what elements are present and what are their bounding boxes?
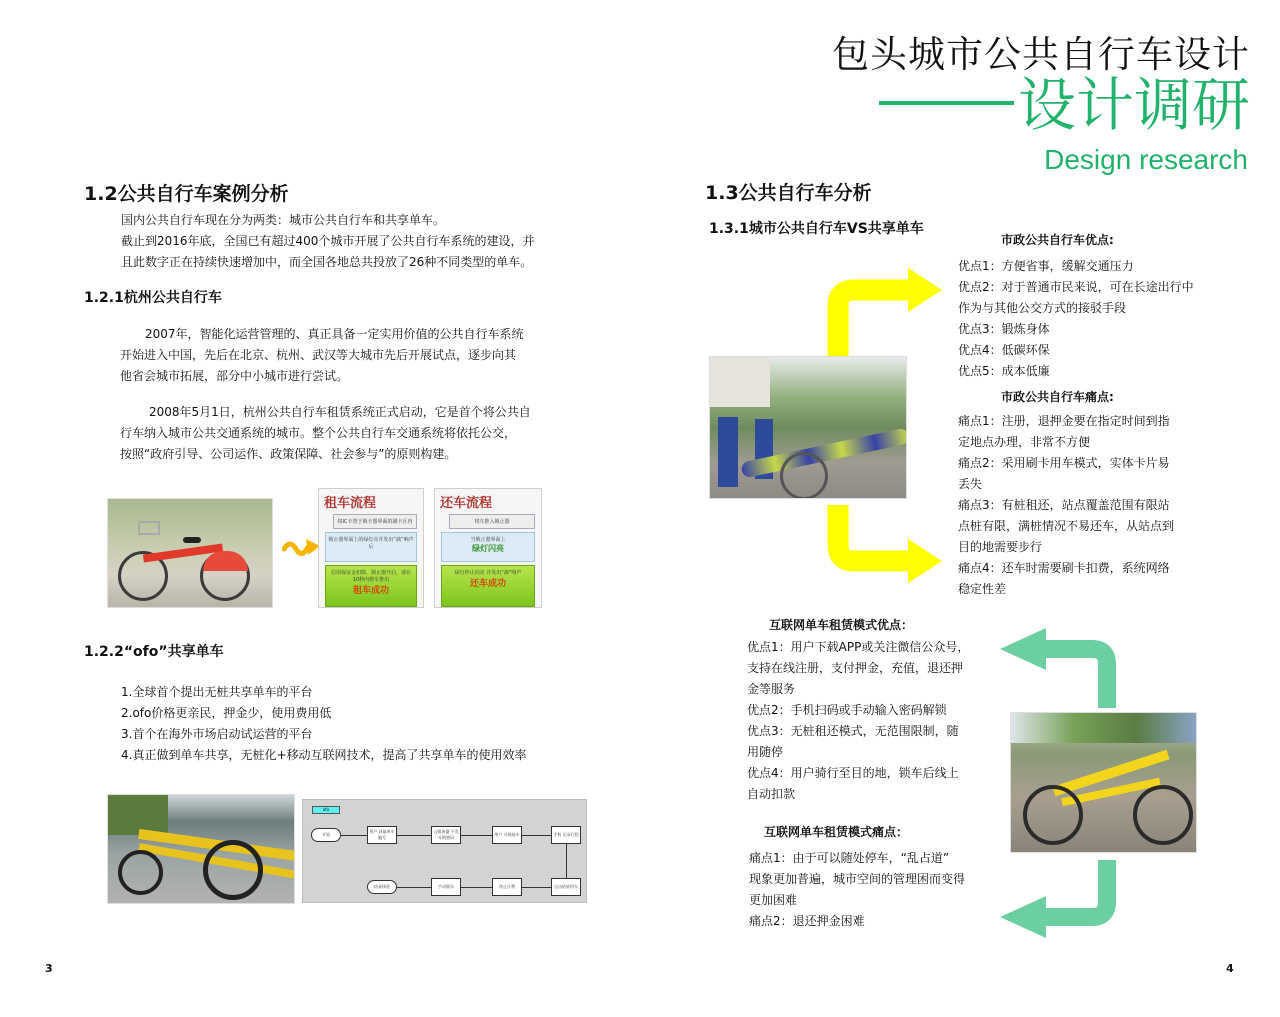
con-line: 点桩有限，满桩情况不易还车，从站点到 <box>958 519 1175 533</box>
pro-line: 优点2：对于普通市民来说，可在长途出行中 <box>958 280 1194 294</box>
return-flow-title: 还车流程 <box>440 496 493 511</box>
return-step-3-text: 绿灯停止闪亮 并发出“滴”响声 <box>454 570 522 576</box>
rent-success-label: 租车成功 <box>352 586 389 596</box>
pro-line: 优点4：用户骑行至目的地，锁车后线上 <box>747 766 959 780</box>
flow-connector <box>566 844 567 878</box>
ofo-feature-item: 3.首个在海外市场启动试运营的平台 <box>121 727 313 741</box>
flow-connector <box>397 835 431 836</box>
para-line: 2008年5月1日，杭州公共自行车租赁系统正式启动，它是首个将公共自 <box>149 405 531 419</box>
ofo-bikes-photo <box>107 794 295 904</box>
intro-line: 且此数字正在持续快速增加中，而全国各地总共投放了26种不同类型的单车。 <box>121 255 533 269</box>
diagram-tag: ofo <box>312 806 340 814</box>
para-line: 他省会城市拓展，部分中小城市进行尝试。 <box>120 369 349 383</box>
para-line: 开始进入中国，先后在北京、杭州、武汉等大城市先后开展试点，逐步向其 <box>120 348 517 362</box>
pro-line: 优点2：手机扫码或手动输入密码解锁 <box>747 703 947 717</box>
municipal-pros-heading: 市政公共自行车优点: <box>1001 233 1114 247</box>
pro-line: 优点4：低碳环保 <box>958 343 1050 357</box>
con-line: 痛点2：采用刷卡用车模式，实体卡片易 <box>958 456 1170 470</box>
intro-paragraph <box>121 210 534 273</box>
pro-line: 优点3：锻炼身体 <box>958 322 1050 336</box>
arrow-up-left-icon <box>1000 624 1120 708</box>
flow-connector <box>461 835 492 836</box>
flow-node: 手机 记录行程 <box>551 826 581 844</box>
subsection-title-comparison: 1.3.1城市公共自行车VS共享单车 <box>709 221 924 237</box>
document-title: 包头城市公共自行车设计 <box>832 33 1250 76</box>
return-step-2 <box>441 532 535 562</box>
pro-line: 自动扣款 <box>747 787 796 801</box>
hangzhou-bike-photo <box>107 498 273 608</box>
ofo-feature-list <box>121 682 527 766</box>
flow-node: 点击结束用车 <box>551 878 581 896</box>
ofo-feature-item: 2.ofo价格更亲民，押金少，使用费用低 <box>121 706 332 720</box>
title-dash-divider <box>879 101 1014 105</box>
con-line: 痛点3：有桩租还，站点覆盖范围有限站 <box>958 498 1170 512</box>
con-line: 现象更加普遍，城市空间的管理困而变得 <box>749 872 966 886</box>
page-number-right: 4 <box>1226 962 1234 975</box>
internet-cons-list <box>749 848 965 932</box>
rent-flow-card <box>318 488 424 608</box>
municipal-bike-photo <box>709 356 907 499</box>
arrow-up-right-icon <box>822 268 942 358</box>
con-line: 定地点办理，非常不方便 <box>958 435 1091 449</box>
pro-line: 支持在线注册，支付押金，充值，退还押 <box>747 661 964 675</box>
return-success-label: 还车成功 <box>469 579 506 589</box>
english-subtitle: Design research <box>1044 144 1248 175</box>
subsection-title-ofo: 1.2.2“ofo”共享单车 <box>84 644 224 660</box>
rent-flow-title: 租车流程 <box>324 496 377 511</box>
pro-line: 优点5：成本低廉 <box>958 364 1050 378</box>
intro-line: 截止到2016年底，全国已有超过400个城市开展了公共自行车系统的建设，并 <box>121 234 535 248</box>
con-line: 丢失 <box>958 477 983 491</box>
subtitle-text: 设计调研 <box>1017 71 1250 139</box>
hangzhou-paragraph-1 <box>120 324 524 387</box>
ofo-feature-item: 1.全球首个提出无桩共享单车的平台 <box>121 685 313 699</box>
pro-line: 优点1：方便省事，缓解交通压力 <box>958 259 1134 273</box>
ofo-feature-item: 4.真正做到单车共享，无桩化+移动互联网技术，提高了共享单车的使用效率 <box>121 748 527 762</box>
return-step-3 <box>441 565 535 607</box>
pro-line: 作为与其他公交方式的接驳手段 <box>958 301 1127 315</box>
municipal-pros-list <box>958 256 1194 382</box>
pro-line: 用随停 <box>747 745 784 759</box>
internet-pros-list <box>747 637 969 805</box>
hangzhou-paragraph-2 <box>120 402 531 465</box>
pro-line: 优点1：用户下载APP或关注微信公众号， <box>747 640 970 654</box>
flow-node-start: 开始 <box>311 828 341 842</box>
return-flow-card <box>434 488 542 608</box>
wave-arrow-icon <box>282 535 322 559</box>
flow-node: 用户 获取单车编号 <box>367 826 397 844</box>
arrow-down-left-icon <box>1000 860 1120 942</box>
para-line: 2007年，智能化运营管理的、真正具备一定实用价值的公共自行车系统 <box>145 327 524 341</box>
rent-step-1: 将IC卡置于锁卡器界面的刷卡区内 <box>333 514 417 529</box>
con-line: 痛点1：注册，退押金要在指定时间到指 <box>958 414 1170 428</box>
para-line: 按照“政府引导、公司运作、政策保障、社会参与”的原则构建。 <box>120 447 457 461</box>
internet-cons-heading: 互联网单车租赁模式痛点： <box>764 825 909 839</box>
para-line: 行车纳入城市公共交通系统的城市。整个公共自行车交通系统将依托公交， <box>120 426 517 440</box>
flow-connector <box>341 835 367 836</box>
pro-line: 优点3：无桩租还模式，无范围限制，随 <box>747 724 959 738</box>
section-title-1-2: 1.2公共自行车案例分析 <box>84 183 289 205</box>
arrow-down-right-icon <box>822 505 942 585</box>
page-number-left: 3 <box>45 962 53 975</box>
con-line: 痛点2：退还押金困难 <box>749 914 865 928</box>
con-line: 更加困难 <box>749 893 798 907</box>
section-title-1-3: 1.3公共自行车分析 <box>705 182 872 204</box>
con-line: 稳定性差 <box>958 582 1007 596</box>
intro-line: 国内公共自行车现在分为两类：城市公共自行车和共享单车。 <box>121 213 446 227</box>
flow-connector <box>397 887 431 888</box>
shared-bike-photo <box>1010 712 1197 853</box>
flow-node: 用户 开锁骑车 <box>492 826 522 844</box>
flow-node: 手动锁车 <box>431 878 461 896</box>
con-line: 目的地需要步行 <box>958 540 1043 554</box>
flow-node: 停止计费 <box>492 878 522 896</box>
flow-connector <box>522 887 551 888</box>
rent-step-2: 锁止器界面上的绿灯亮并发出“滴”响声后 <box>325 532 417 562</box>
flow-connector <box>461 887 492 888</box>
document-subtitle <box>879 70 1250 140</box>
rent-step-3 <box>325 565 417 607</box>
flow-node-end: 结束体验 <box>367 880 397 894</box>
municipal-cons-heading: 市政公共自行车痛点: <box>1001 390 1114 404</box>
con-line: 痛点4：还车时需要刷卡扣费，系统网络 <box>958 561 1170 575</box>
return-step-2-text: 当锁止器界面上 <box>470 537 506 543</box>
flow-connector <box>522 835 551 836</box>
return-highlight: 绿灯闪亮 <box>472 544 504 553</box>
internet-pros-heading: 互联网单车租赁模式优点： <box>769 618 914 632</box>
pro-line: 金等服务 <box>747 682 796 696</box>
municipal-cons-list <box>958 411 1174 600</box>
con-line: 痛点1：由于可以随处停车，“乱占道” <box>749 851 950 865</box>
flow-node: 云服务器 下发开锁密码 <box>431 826 461 844</box>
return-step-1: 将车推入锁止器 <box>449 514 535 529</box>
rent-step-3-text: 信用保证金扣除，锁止器开启，请在10秒内将车推出 <box>330 570 411 583</box>
subsection-title-hangzhou: 1.2.1杭州公共自行车 <box>84 290 222 306</box>
ofo-usage-flow-diagram <box>302 799 587 903</box>
